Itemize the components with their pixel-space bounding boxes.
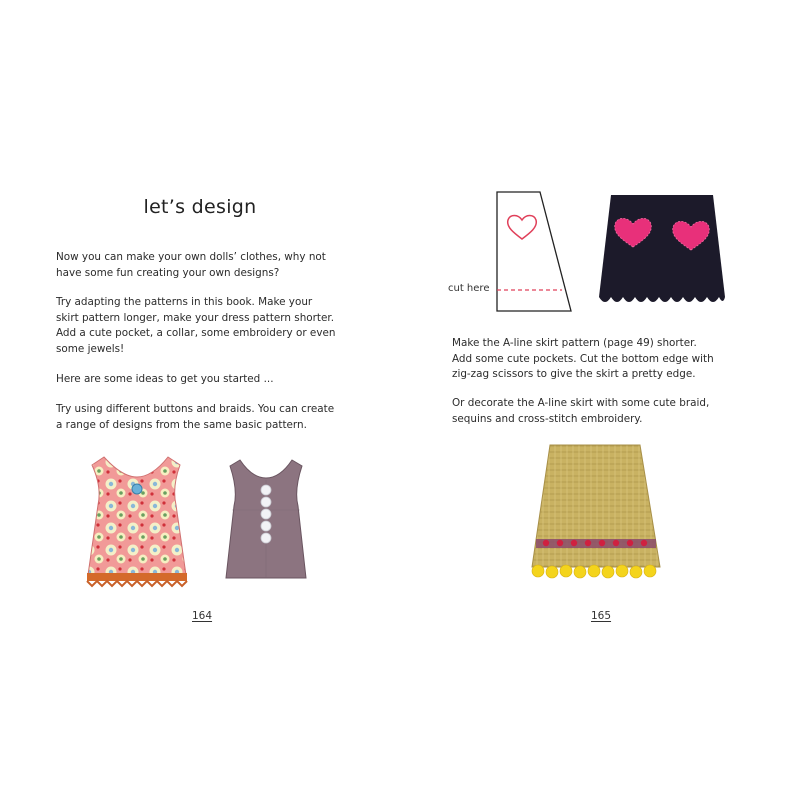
adapting-paragraph: Try adapting the patterns in this book. Make your skirt pattern longer, make your dress pattern shorter. Add a cute pocket, a collar, some embroidery or even some jewels!	[56, 296, 336, 355]
page-number: 165	[591, 610, 612, 622]
page-number: 164	[192, 610, 213, 622]
decorate-paragraph: Or decorate the A-line skirt with some cute braid, sequins and cross-stitch embroidery.	[452, 397, 710, 425]
cut-here-label: cut here	[448, 283, 490, 294]
floral-dress-image	[82, 455, 192, 587]
intro-paragraph: Now you can make your own dolls’ clothes, why not have some fun creating your own designs?	[56, 251, 326, 279]
right-page	[400, 0, 800, 800]
a-line-paragraph: Make the A-line skirt pattern (page 49) shorter. Add some cute pockets. Cut the bottom edge with zig-zag scissors to give the skirt a pretty edge.	[452, 337, 714, 380]
skirt-pattern-diagram	[496, 191, 574, 313]
ideas-paragraph: Here are some ideas to get you started ...	[56, 373, 274, 385]
page-title: let’s design	[143, 196, 257, 218]
lilac-dress-image	[222, 460, 310, 588]
mustard-skirt-image	[528, 443, 664, 583]
buttons-paragraph: Try using different buttons and braids. You can create a range of designs from the same basic pattern.	[56, 403, 335, 431]
dark-skirt-image	[597, 193, 727, 311]
